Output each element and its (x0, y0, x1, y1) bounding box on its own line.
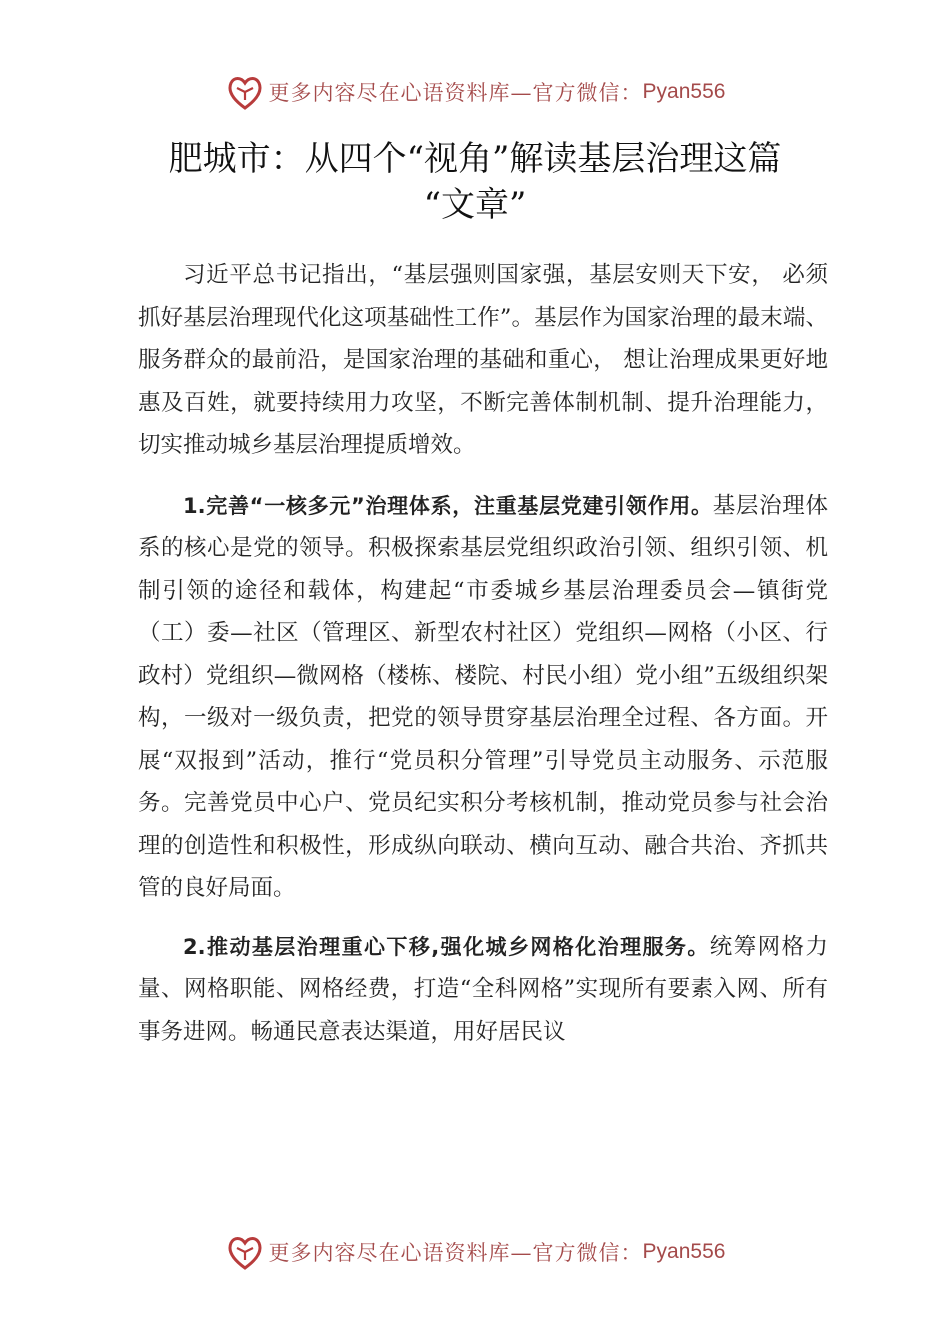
header-banner-text: 更多内容尽在心语资料库—官方微信： (268, 81, 643, 105)
section-2 (138, 926, 828, 1054)
document-title (110, 136, 840, 228)
section-2-heading: 2.推动基层治理重心下移,强化城乡网格化治理服务。 (183, 934, 710, 959)
section-1-heading: 1.完善“一核多元”治理体系，注重基层党建引领作用。 (183, 493, 713, 518)
section-2-body: 统筹网格力量、网格职能、网格经费，打造“全科网格”实现所有要素入网、所有事务进网。畅通民意表达渠道，用好居民议 (138, 933, 828, 1045)
intro-paragraph: 习近平总书记指出，“基层强则国家强，基层安则天下安， 必须抓好基层治理现代化这项基础性工作”。基层作为国家治理的最末端、服务群众的最前沿，是国家治理的基础和重心， 想让治理成果更好地惠及百姓，就要持续用力攻坚，不断完善体制机制、提升治理能力，切实推动城乡基层治理提质增效。 (138, 262, 828, 458)
heart-book-logo-icon (225, 1232, 265, 1272)
title-line-2: “文章” (423, 185, 527, 225)
document-body (138, 254, 828, 1053)
footer-banner (0, 1230, 950, 1274)
heart-book-logo-icon (225, 72, 265, 112)
section-1 (138, 485, 828, 910)
header-banner (0, 70, 950, 114)
footer-banner-text: 更多内容尽在心语资料库—官方微信： (268, 1241, 643, 1265)
footer-wechat-id: Pyan556 (642, 1240, 726, 1263)
section-1-body: 基层治理体系的核心是党的领导。积极探索基层党组织政治引领、组织引领、机制引领的途径和载体，构建起“市委城乡基层治理委员会—镇街党（工）委—社区（管理区、新型农村社区）党组织—网格（小区、行政村）党组织—微网格（楼栋、楼院、村民小组）党小组”五级组织架构，一级对一级负责，把党的领导贯穿基层治理全过程、各方面。开展“双报到”活动，推行“党员积分管理”引导党员主动服务、示范服务。完善党员中心户、党员纪实积分考核机制，推动党员参与社会治理的创造性和积极性，形成纵向联动、横向互动、融合共治、齐抓共管的良好局面。 (138, 492, 828, 901)
title-line-1: 肥城市：从四个“视角”解读基层治理这篇 (168, 139, 782, 179)
header-wechat-id: Pyan556 (642, 80, 726, 103)
